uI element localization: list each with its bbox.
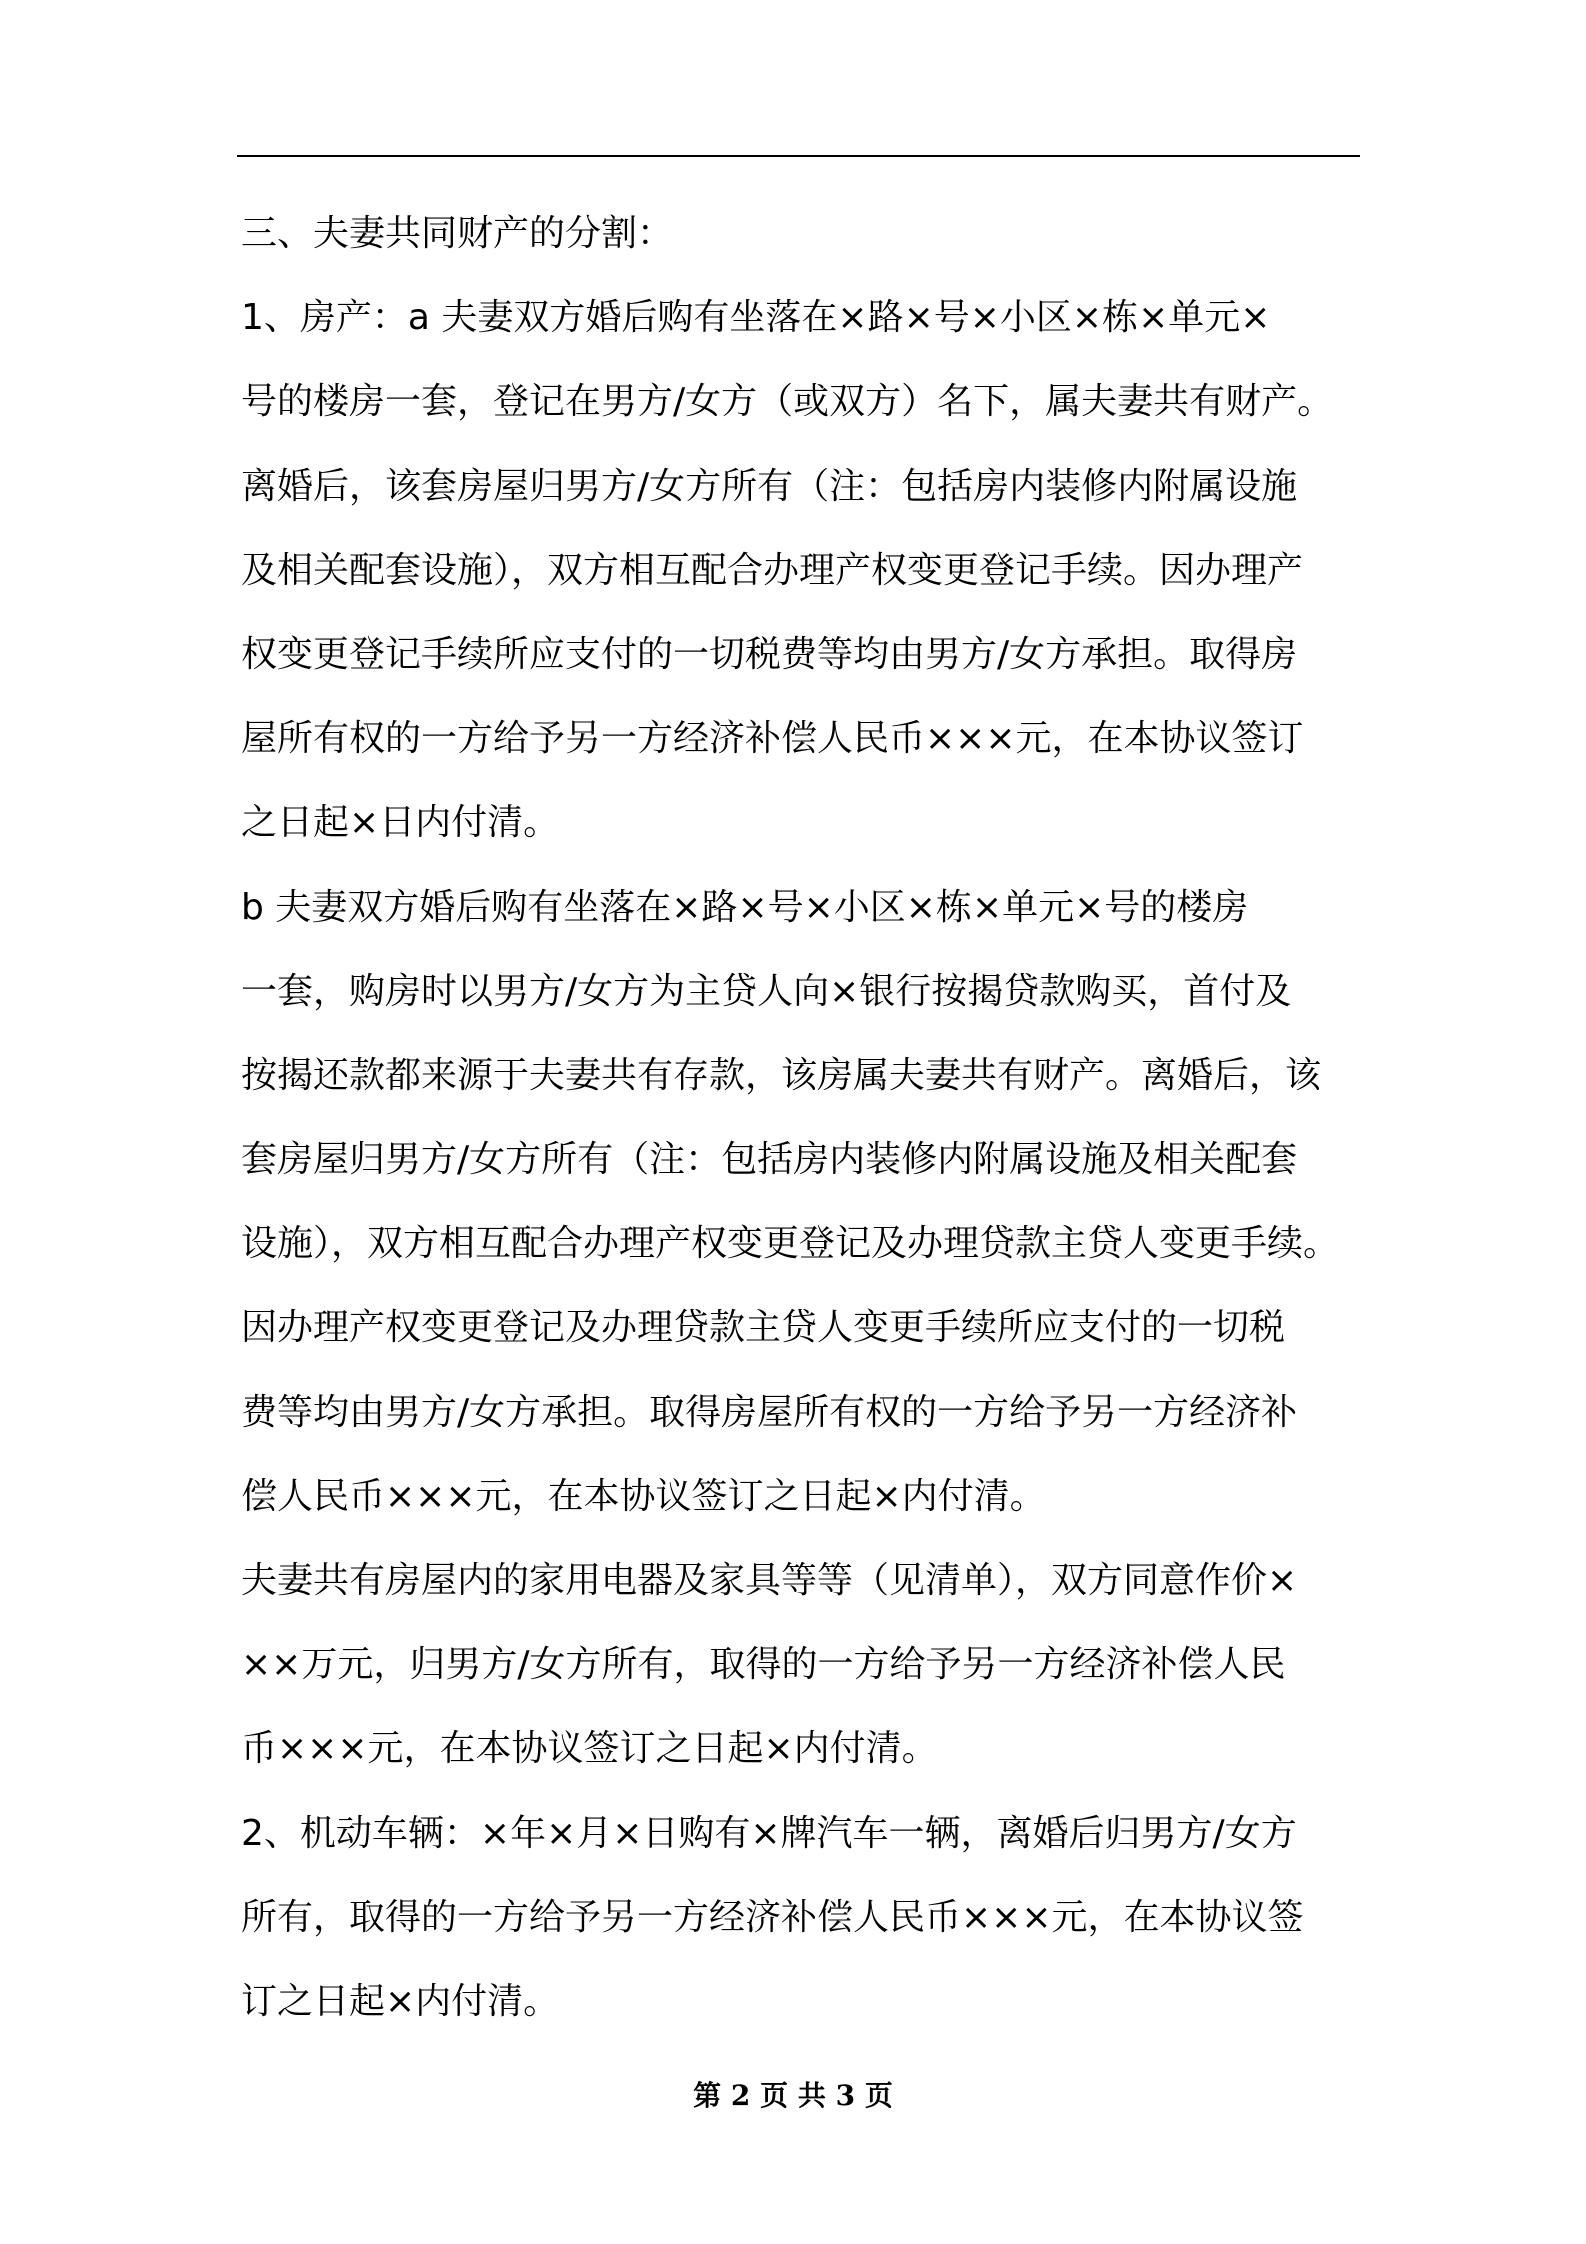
text-line: 费等均由男方/女方承担。取得房屋所有权的一方给予另一方经济补 [241,1391,1298,1433]
text-line: 订之日起×内付清。 [241,1980,560,2022]
page-number: 第 2 页 共 3 页 [693,2079,893,2112]
text-line: 2、机动车辆：×年×月×日购有×牌汽车一辆，离婚后归男方/女方 [241,1812,1297,1854]
text-line: 及相关配套设施），双方相互配合办理产权变更登记手续。因办理产 [241,549,1304,591]
text-line: 权变更登记手续所应支付的一切税费等均由男方/女方承担。取得房 [241,633,1298,675]
text-line: b 夫妻双方婚后购有坐落在×路×号×小区×栋×单元×号的楼房 [241,886,1249,928]
text-line: 离婚后，该套房屋归男方/女方所有（注：包括房内装修内附属设施 [241,465,1298,507]
text-line: 设施），双方相互配合办理产权变更登记及办理贷款主贷人变更手续。 [241,1223,1340,1265]
text-line: 因办理产权变更登记及办理贷款主贷人变更手续所应支付的一切税 [241,1307,1286,1349]
text-line: 偿人民币×××元，在本协议签订之日起×内付清。 [241,1475,1046,1517]
section-heading: 三、夫妻共同财产的分割： [241,213,674,254]
header-rule [237,155,1360,157]
text-line: 夫妻共有房屋内的家用电器及家具等等（见清单），双方同意作价× [241,1560,1298,1601]
text-line: 币×××元，在本协议签订之日起×内付清。 [241,1728,938,1770]
text-line: ××万元，归男方/女方所有，取得的一方给予另一方经济补偿人民 [241,1644,1286,1686]
text-line: 所有，取得的一方给予另一方经济补偿人民币×××元，在本协议签 [241,1896,1304,1938]
text-line: 屋所有权的一方给予另一方经济补偿人民币×××元，在本协议签订 [241,718,1304,760]
text-line: 号的楼房一套，登记在男方/女方（或双方）名下，属夫妻共有财产。 [241,381,1334,423]
text-line: 一套，购房时以男方/女方为主贷人向×银行按揭贷款购买，首付及 [241,970,1292,1012]
text-line: 之日起×日内付清。 [241,802,560,844]
text-line: 套房屋归男方/女方所有（注：包括房内装修内附属设施及相关配套 [241,1139,1298,1181]
text-line: 1、房产：a 夫妻双方婚后购有坐落在×路×号×小区×栋×单元× [241,297,1271,339]
text-line: 按揭还款都来源于夫妻共有存款，该房属夫妻共有财产。离婚后，该 [241,1054,1322,1096]
document-body [241,192,1368,2044]
